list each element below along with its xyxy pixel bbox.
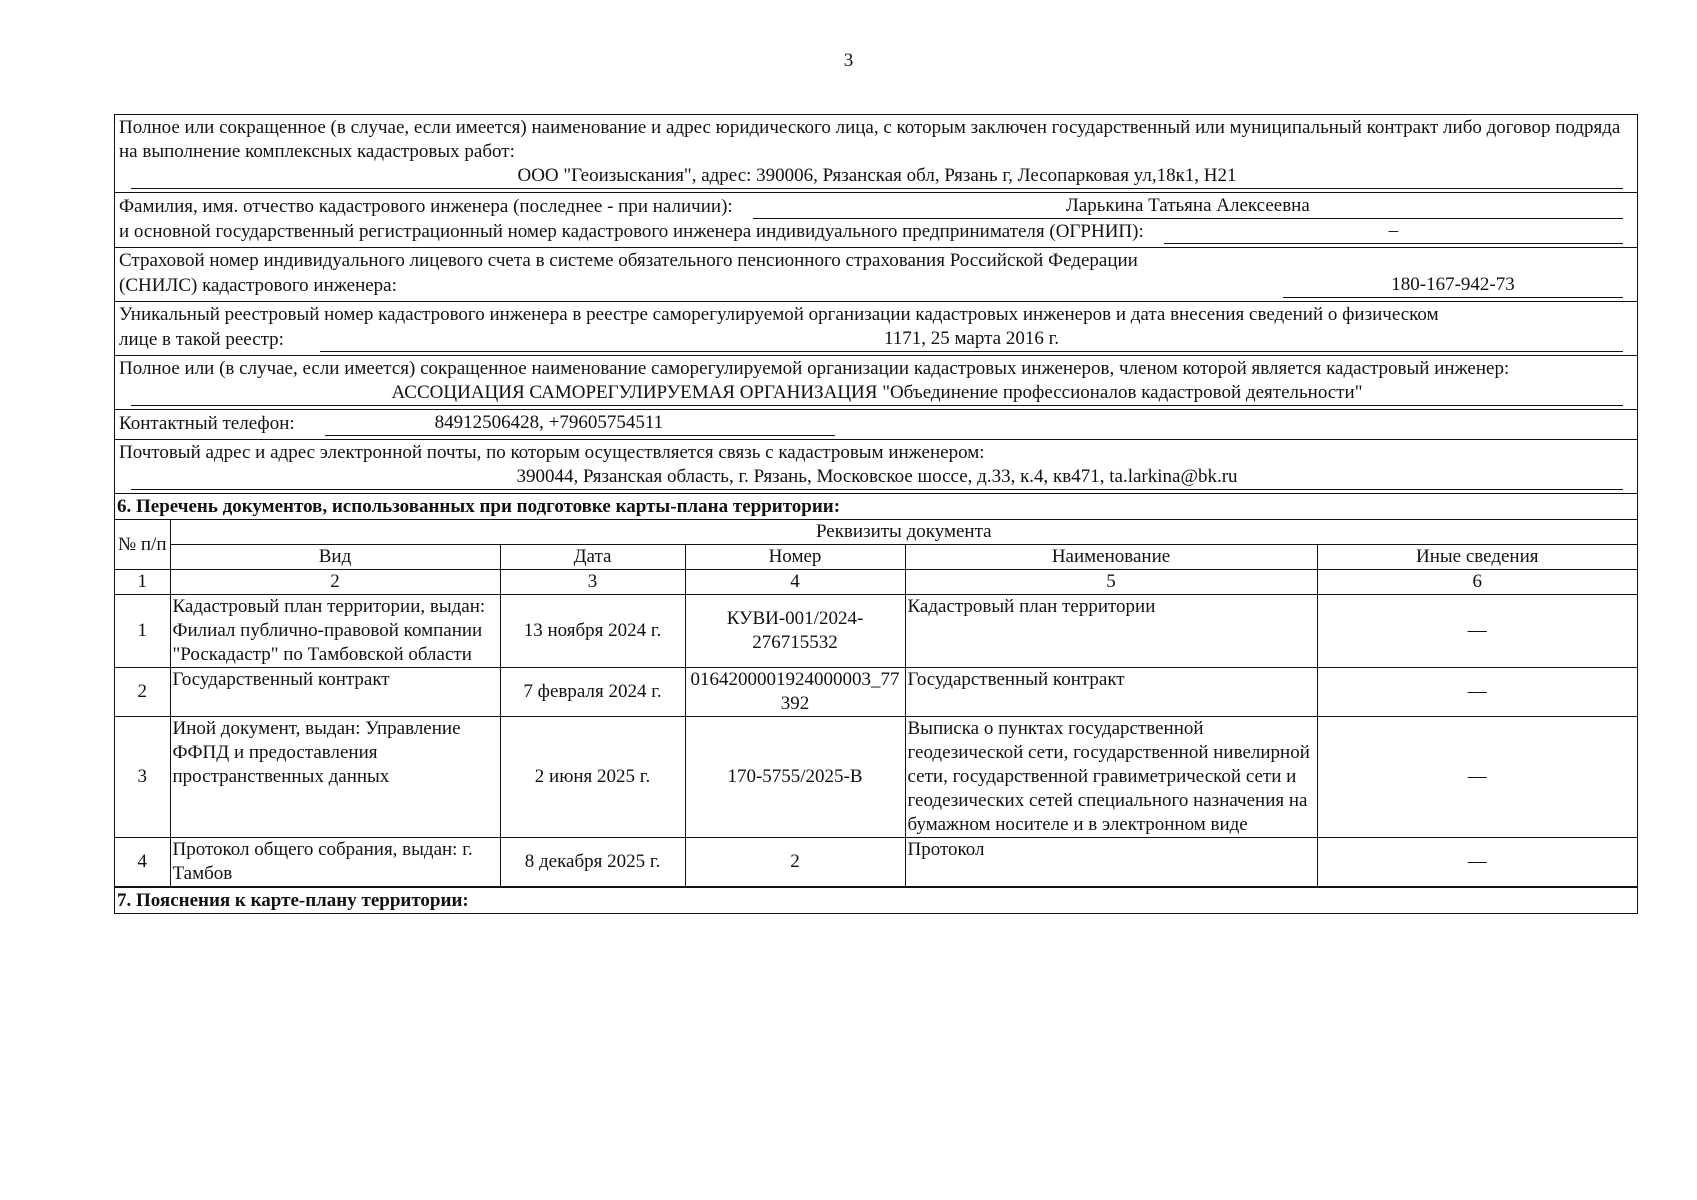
row-other: — (1317, 717, 1637, 838)
row-kind: Государственный контракт (170, 668, 500, 717)
row-number: КУВИ-001/2024-276715532 (685, 595, 905, 668)
ogrnip-value: – (1164, 219, 1623, 244)
phone-value: 84912506428, +79605754511 (325, 411, 835, 436)
engineer-name-label: Фамилия, имя. отчество кадастрового инженера (последнее - при наличии): (119, 196, 733, 217)
table-row (115, 668, 1637, 717)
row-name: Кадастровый план территории (905, 595, 1317, 668)
header-date: Дата (500, 545, 685, 570)
row-date: 8 декабря 2025 г. (500, 838, 685, 887)
header-kind: Вид (170, 545, 500, 570)
row-kind: Протокол общего собрания, выдан: г. Тамбов (170, 838, 500, 887)
snils-label-line2: (СНИЛС) кадастрового инженера: (119, 275, 397, 296)
row-date: 13 ноября 2024 г. (500, 595, 685, 668)
sro-block (115, 356, 1637, 410)
row-name: Протокол (905, 838, 1317, 887)
registry-label-line2: лице в такой реестр: (119, 329, 284, 350)
section6-title: 6. Перечень документов, использованных при подготовке карты-плана территории: (115, 494, 1637, 520)
row-kind: Иной документ, выдан: Управление ФФПД и предоставления пространственных данных (170, 717, 500, 838)
contractor-value: ООО "Геоизыскания", адрес: 390006, Рязанская обл, Рязань г, Лесопарковая ул,18к1, Н21 (131, 164, 1623, 189)
header-other: Иные сведения (1317, 545, 1637, 570)
row-other: — (1317, 668, 1637, 717)
table-row (115, 595, 1637, 668)
address-block (115, 440, 1637, 494)
engineer-name-value: Ларькина Татьяна Алексеевна (753, 194, 1623, 219)
document-frame (114, 114, 1638, 914)
registry-block (115, 302, 1637, 356)
row-num: 4 (115, 838, 170, 887)
contractor-label: Полное или сокращенное (в случае, если имеется) наименование и адрес юридического лица, с которым заключен государственный или муниципальный контракт либо договор подряда на выполнение комплексных кадастровых работ: (119, 117, 1621, 162)
col-number: 6 (1317, 570, 1637, 595)
row-other: — (1317, 838, 1637, 887)
documents-table (115, 520, 1637, 887)
header-name: Наименование (905, 545, 1317, 570)
sro-label: Полное или (в случае, если имеется) сокращенное наименование саморегулируемой организации кадастровых инженеров, членом которой является кадастровый инженер: (119, 358, 1510, 379)
row-number: 0164200001924000003_77392 (685, 668, 905, 717)
row-num: 1 (115, 595, 170, 668)
col-number: 2 (170, 570, 500, 595)
snils-label-line1: Страховой номер индивидуального лицевого счета в системе обязательного пенсионного страхования Российской Федерации (119, 250, 1138, 271)
engineer-block (115, 193, 1637, 248)
row-other: — (1317, 595, 1637, 668)
registry-value: 1171, 25 марта 2016 г. (320, 327, 1623, 352)
sro-value: АССОЦИАЦИЯ САМОРЕГУЛИРУЕМАЯ ОРГАНИЗАЦИЯ "Объединение профессионалов кадастровой деятельности" (131, 381, 1623, 406)
col-number: 5 (905, 570, 1317, 595)
row-num: 2 (115, 668, 170, 717)
header-number: Номер (685, 545, 905, 570)
row-date: 2 июня 2025 г. (500, 717, 685, 838)
col-number: 1 (115, 570, 170, 595)
phone-block (115, 410, 1637, 440)
registry-label-line1: Уникальный реестровый номер кадастрового инженера в реестре саморегулируемой организации кадастровых инженеров и дата внесения сведений о физическом (119, 304, 1439, 325)
row-name: Выписка о пунктах государственной геодезической сети, государственной нивелирной сети, государственной гравиметрической сети и геодезических сетей специального назначения на бумажном носителе и в электронном виде (905, 717, 1317, 838)
row-date: 7 февраля 2024 г. (500, 668, 685, 717)
col-number: 4 (685, 570, 905, 595)
header-group: Реквизиты документа (170, 520, 1637, 545)
page-number: 3 (843, 50, 854, 71)
row-num: 3 (115, 717, 170, 838)
table-row (115, 838, 1637, 887)
header-num: № п/п (115, 520, 170, 570)
row-number: 2 (685, 838, 905, 887)
column-number-row (115, 570, 1637, 595)
ogrnip-label: и основной государственный регистрационный номер кадастрового инженера индивидуального предпринимателя (ОГРНИП): (119, 221, 1144, 242)
contractor-block (115, 115, 1637, 193)
section7-title: 7. Пояснения к карте-плану территории: (115, 887, 1637, 913)
row-name: Государственный контракт (905, 668, 1317, 717)
address-value: 390044, Рязанская область, г. Рязань, Московское шоссе, д.33, к.4, кв471, ta.larkina@bk.ru (131, 465, 1623, 490)
address-label: Почтовый адрес и адрес электронной почты, по которым осуществляется связь с кадастровым инженером: (119, 442, 985, 463)
row-number: 170-5755/2025-В (685, 717, 905, 838)
snils-value: 180-167-942-73 (1283, 273, 1623, 298)
snils-block (115, 248, 1637, 302)
phone-label: Контактный телефон: (119, 413, 295, 434)
row-kind: Кадастровый план территории, выдан: Филиал публично-правовой компании "Роскадастр" по Тамбовской области (170, 595, 500, 668)
table-row (115, 717, 1637, 838)
col-number: 3 (500, 570, 685, 595)
